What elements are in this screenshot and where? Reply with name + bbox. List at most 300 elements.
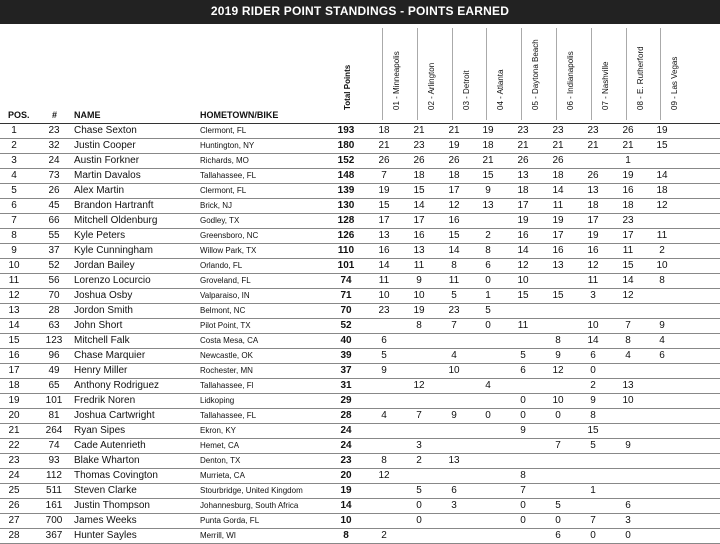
total-points-cell: 28 [340, 410, 352, 421]
round-points-cell: 5 [555, 500, 561, 511]
round-points-cell: 6 [520, 365, 526, 376]
round-points-cell: 18 [482, 140, 494, 151]
round-points-cell: 21 [622, 140, 634, 151]
round-points-cell: 0 [520, 515, 526, 526]
round-points-cell: 12 [378, 470, 390, 481]
round-points-cell: 4 [485, 380, 491, 391]
round-points-cell: 9 [590, 395, 596, 406]
number-cell: 161 [45, 500, 63, 511]
number-cell: 56 [48, 275, 60, 286]
table-row [0, 469, 720, 484]
round-points-cell: 9 [520, 425, 526, 436]
round-points-cell: 6 [555, 530, 561, 541]
rider-name-cell: Steven Clarke [74, 485, 137, 496]
total-points-cell: 193 [337, 125, 355, 136]
round-points-cell: 17 [378, 215, 390, 226]
table-row [0, 139, 720, 154]
round-points-cell: 12 [448, 200, 460, 211]
round-points-cell: 2 [659, 245, 665, 256]
round-points-cell: 13 [517, 170, 529, 181]
round-points-cell: 10 [622, 395, 634, 406]
round-points-cell: 19 [378, 185, 390, 196]
table-row [0, 289, 720, 304]
col-header-round-9: 09 - Las Vegas [670, 56, 679, 110]
header-divider-line [626, 28, 627, 120]
round-points-cell: 10 [517, 275, 529, 286]
hometown-cell: Greensboro, NC [200, 231, 259, 240]
col-header-round-7: 07 - Nashville [601, 61, 610, 110]
hometown-cell: Merrill, WI [200, 531, 236, 540]
pos-cell: 23 [8, 455, 20, 466]
round-points-cell: 14 [378, 260, 390, 271]
rider-name-cell: Joshua Osby [74, 290, 133, 301]
hometown-cell: Rochester, MN [200, 366, 253, 375]
hometown-cell: Godley, TX [200, 216, 240, 225]
pos-cell: 12 [8, 290, 20, 301]
hometown-cell: Orlando, FL [200, 261, 243, 270]
col-header-total: Total Points [343, 64, 352, 110]
round-points-cell: 19 [448, 140, 460, 151]
number-cell: 264 [45, 425, 63, 436]
round-points-cell: 13 [587, 185, 599, 196]
total-points-cell: 110 [337, 245, 355, 256]
page-title: 2019 RIDER POINT STANDINGS - POINTS EARNED [210, 4, 510, 18]
round-points-cell: 12 [413, 380, 425, 391]
hometown-cell: Tallahassee, Fl [200, 381, 254, 390]
pos-cell: 18 [8, 380, 20, 391]
rider-name-cell: Jordan Bailey [74, 260, 135, 271]
rider-name-cell: Alex Martin [74, 185, 125, 196]
round-points-cell: 1 [625, 155, 631, 166]
round-points-cell: 26 [622, 125, 634, 136]
pos-cell: 4 [11, 170, 17, 181]
pos-cell: 2 [11, 140, 17, 151]
rider-name-cell: Kyle Peters [74, 230, 126, 241]
rider-name-cell: Justin Thompson [74, 500, 150, 511]
round-points-cell: 17 [552, 230, 564, 241]
round-points-cell: 15 [448, 230, 460, 241]
hometown-cell: Richards, MO [200, 156, 249, 165]
rider-name-cell: Joshua Cartwright [74, 410, 155, 421]
number-cell: 55 [48, 230, 60, 241]
round-points-cell: 26 [448, 155, 460, 166]
hometown-cell: Brick, NJ [200, 201, 232, 210]
pos-cell: 21 [8, 425, 20, 436]
round-points-cell: 8 [520, 470, 526, 481]
hometown-cell: Willow Park, TX [200, 246, 257, 255]
round-points-cell: 10 [552, 395, 564, 406]
round-points-cell: 18 [552, 170, 564, 181]
round-points-cell: 10 [413, 290, 425, 301]
round-points-cell: 16 [622, 185, 634, 196]
round-points-cell: 0 [625, 530, 631, 541]
round-points-cell: 8 [416, 320, 422, 331]
round-points-cell: 9 [451, 410, 457, 421]
hometown-cell: Punta Gorda, FL [200, 516, 260, 525]
pos-cell: 16 [8, 350, 20, 361]
table-row [0, 274, 720, 289]
rider-name-cell: Hunter Sayles [74, 530, 137, 541]
round-points-cell: 14 [552, 185, 564, 196]
round-points-cell: 12 [656, 200, 668, 211]
total-points-cell: 19 [340, 485, 352, 496]
round-points-cell: 21 [552, 140, 564, 151]
hometown-cell: Newcastle, OK [200, 351, 253, 360]
pos-cell: 9 [11, 245, 17, 256]
round-points-cell: 3 [590, 290, 596, 301]
header-divider-line [521, 28, 522, 120]
rider-name-cell: Mitchell Falk [74, 335, 130, 346]
round-points-cell: 19 [622, 170, 634, 181]
table-row [0, 154, 720, 169]
round-points-cell: 0 [555, 515, 561, 526]
hometown-cell: Johannesburg, South Africa [200, 501, 299, 510]
table-row [0, 499, 720, 514]
col-header-round-1: 01 - Minneapolis [392, 51, 401, 110]
round-points-cell: 9 [625, 440, 631, 451]
round-points-cell: 8 [381, 455, 387, 466]
number-cell: 65 [48, 380, 60, 391]
pos-cell: 8 [11, 230, 17, 241]
hometown-cell: Pilot Point, TX [200, 321, 251, 330]
total-points-cell: 23 [340, 455, 352, 466]
number-cell: 24 [48, 155, 60, 166]
round-points-cell: 12 [517, 260, 529, 271]
round-points-cell: 0 [520, 500, 526, 511]
table-row [0, 379, 720, 394]
title-banner [0, 0, 720, 24]
rider-name-cell: Blake Wharton [74, 455, 140, 466]
hometown-cell: Belmont, NC [200, 306, 246, 315]
round-points-cell: 2 [381, 530, 387, 541]
round-points-cell: 0 [590, 365, 596, 376]
round-points-cell: 15 [656, 140, 668, 151]
round-points-cell: 17 [448, 185, 460, 196]
total-points-cell: 128 [337, 215, 355, 226]
total-points-cell: 152 [337, 155, 355, 166]
round-points-cell: 4 [625, 350, 631, 361]
pos-cell: 3 [11, 155, 17, 166]
number-cell: 112 [46, 470, 62, 481]
total-points-cell: 31 [340, 380, 352, 391]
round-points-cell: 0 [520, 410, 526, 421]
table-row [0, 484, 720, 499]
table-row [0, 199, 720, 214]
round-points-cell: 5 [590, 440, 596, 451]
round-points-cell: 2 [416, 455, 422, 466]
round-points-cell: 8 [485, 245, 491, 256]
rider-name-cell: Brandon Hartranft [74, 200, 154, 211]
total-points-cell: 70 [340, 305, 352, 316]
round-points-cell: 23 [413, 140, 425, 151]
round-points-cell: 12 [552, 365, 564, 376]
number-cell: 123 [45, 335, 63, 346]
number-cell: 367 [45, 530, 63, 541]
number-cell: 93 [48, 455, 60, 466]
total-points-cell: 24 [340, 440, 352, 451]
round-points-cell: 5 [520, 350, 526, 361]
round-points-cell: 19 [656, 125, 668, 136]
table-row [0, 319, 720, 334]
col-header-round-3: 03 - Detroit [462, 70, 471, 110]
round-points-cell: 11 [517, 320, 529, 331]
number-cell: 70 [48, 290, 60, 301]
hometown-cell: Hemet, CA [200, 441, 240, 450]
number-cell: 23 [48, 125, 60, 136]
col-header-round-2: 02 - Arlington [427, 62, 436, 110]
round-points-cell: 18 [622, 200, 634, 211]
round-points-cell: 7 [416, 410, 422, 421]
pos-cell: 27 [8, 515, 20, 526]
total-points-cell: 40 [340, 335, 352, 346]
rider-name-cell: Henry Miller [74, 365, 128, 376]
table-row [0, 394, 720, 409]
number-cell: 73 [48, 170, 60, 181]
round-points-cell: 23 [448, 305, 460, 316]
round-points-cell: 10 [448, 365, 460, 376]
table-row [0, 349, 720, 364]
rider-name-cell: Jordon Smith [74, 305, 133, 316]
standings-table [0, 124, 720, 544]
header-divider-line [382, 28, 383, 120]
number-cell: 49 [48, 365, 60, 376]
hometown-cell: Tallahassee, FL [200, 171, 257, 180]
round-points-cell: 18 [517, 185, 529, 196]
pos-cell: 5 [11, 185, 17, 196]
round-points-cell: 17 [622, 230, 634, 241]
round-points-cell: 19 [587, 230, 599, 241]
round-points-cell: 9 [416, 275, 422, 286]
pos-cell: 22 [8, 440, 20, 451]
round-points-cell: 11 [587, 275, 599, 286]
col-header-pos: POS. [8, 110, 30, 120]
pos-cell: 11 [8, 275, 20, 286]
rider-name-cell: Chase Sexton [74, 125, 137, 136]
round-points-cell: 7 [520, 485, 526, 496]
round-points-cell: 2 [485, 230, 491, 241]
col-header-num: # [52, 110, 58, 120]
round-points-cell: 26 [552, 155, 564, 166]
round-points-cell: 21 [482, 155, 494, 166]
round-points-cell: 8 [625, 335, 631, 346]
round-points-cell: 16 [587, 245, 599, 256]
total-points-cell: 74 [340, 275, 352, 286]
round-points-cell: 23 [517, 125, 529, 136]
hometown-cell: Clermont, FL [200, 186, 247, 195]
round-points-cell: 14 [517, 245, 529, 256]
header-divider-line [486, 28, 487, 120]
round-points-cell: 13 [448, 455, 460, 466]
hometown-cell: Lidkoping [200, 396, 235, 405]
round-points-cell: 11 [622, 245, 634, 256]
rider-name-cell: Anthony Rodriguez [74, 380, 160, 391]
round-points-cell: 4 [659, 335, 665, 346]
round-points-cell: 7 [555, 440, 561, 451]
round-points-cell: 13 [622, 380, 634, 391]
round-points-cell: 4 [451, 350, 457, 361]
round-points-cell: 11 [413, 260, 425, 271]
round-points-cell: 5 [381, 350, 387, 361]
round-points-cell: 19 [482, 125, 494, 136]
round-points-cell: 5 [485, 305, 491, 316]
round-points-cell: 1 [485, 290, 491, 301]
round-points-cell: 0 [555, 410, 561, 421]
rider-name-cell: Ryan Sipes [74, 425, 126, 436]
rider-name-cell: James Weeks [74, 515, 137, 526]
rider-name-cell: Austin Forkner [74, 155, 140, 166]
round-points-cell: 15 [622, 260, 634, 271]
col-header-name: NAME [74, 110, 101, 120]
header-divider-line [417, 28, 418, 120]
round-points-cell: 6 [485, 260, 491, 271]
round-points-cell: 9 [659, 320, 665, 331]
round-points-cell: 8 [451, 260, 457, 271]
number-cell: 52 [48, 260, 60, 271]
pos-cell: 17 [8, 365, 20, 376]
hometown-cell: Stourbridge, United Kingdom [200, 486, 303, 495]
table-row [0, 214, 720, 229]
col-header-round-8: 08 - E. Rutherford [636, 46, 645, 110]
table-row [0, 124, 720, 139]
round-points-cell: 0 [485, 275, 491, 286]
hometown-cell: Denton, TX [200, 456, 241, 465]
round-points-cell: 0 [485, 320, 491, 331]
round-points-cell: 10 [656, 260, 668, 271]
round-points-cell: 15 [552, 290, 564, 301]
total-points-cell: 14 [340, 500, 352, 511]
round-points-cell: 23 [378, 305, 390, 316]
round-points-cell: 9 [381, 365, 387, 376]
round-points-cell: 10 [587, 320, 599, 331]
round-points-cell: 16 [448, 215, 460, 226]
pos-cell: 26 [8, 500, 20, 511]
total-points-cell: 29 [340, 395, 352, 406]
round-points-cell: 18 [656, 185, 668, 196]
table-row [0, 529, 720, 544]
round-points-cell: 3 [625, 515, 631, 526]
table-row [0, 244, 720, 259]
round-points-cell: 16 [378, 245, 390, 256]
rider-name-cell: Martin Davalos [74, 170, 141, 181]
number-cell: 32 [48, 140, 60, 151]
number-cell: 63 [48, 320, 60, 331]
round-points-cell: 23 [587, 125, 599, 136]
total-points-cell: 180 [337, 140, 355, 151]
table-row [0, 334, 720, 349]
table-row [0, 229, 720, 244]
number-cell: 26 [48, 185, 60, 196]
round-points-cell: 13 [413, 245, 425, 256]
round-points-cell: 14 [656, 170, 668, 181]
round-points-cell: 14 [448, 245, 460, 256]
round-points-cell: 17 [587, 215, 599, 226]
table-row [0, 424, 720, 439]
table-row [0, 364, 720, 379]
table-row [0, 169, 720, 184]
round-points-cell: 6 [590, 350, 596, 361]
round-points-cell: 15 [378, 200, 390, 211]
number-cell: 45 [48, 200, 60, 211]
total-points-cell: 10 [340, 515, 352, 526]
number-cell: 66 [48, 215, 60, 226]
col-header-round-5: 05 - Daytona Beach [531, 39, 540, 110]
round-points-cell: 16 [552, 245, 564, 256]
number-cell: 81 [48, 410, 60, 421]
round-points-cell: 14 [587, 335, 599, 346]
header-divider-line [556, 28, 557, 120]
round-points-cell: 2 [590, 380, 596, 391]
round-points-cell: 8 [590, 410, 596, 421]
round-points-cell: 14 [413, 200, 425, 211]
total-points-cell: 130 [337, 200, 355, 211]
total-points-cell: 148 [337, 170, 355, 181]
round-points-cell: 4 [381, 410, 387, 421]
total-points-cell: 126 [337, 230, 355, 241]
hometown-cell: Tallahassee, FL [200, 411, 257, 420]
round-points-cell: 26 [587, 170, 599, 181]
round-points-cell: 6 [625, 500, 631, 511]
round-points-cell: 13 [378, 230, 390, 241]
round-points-cell: 19 [552, 215, 564, 226]
number-cell: 101 [45, 395, 63, 406]
rider-name-cell: Chase Marquier [74, 350, 146, 361]
round-points-cell: 13 [482, 200, 494, 211]
number-cell: 28 [48, 305, 60, 316]
round-points-cell: 0 [520, 395, 526, 406]
round-points-cell: 3 [451, 500, 457, 511]
round-points-cell: 18 [378, 125, 390, 136]
round-points-cell: 15 [517, 290, 529, 301]
round-points-cell: 8 [555, 335, 561, 346]
total-points-cell: 20 [340, 470, 352, 481]
number-cell: 511 [46, 485, 62, 496]
header-divider-line [452, 28, 453, 120]
number-cell: 96 [48, 350, 60, 361]
pos-cell: 24 [8, 470, 20, 481]
rider-name-cell: Fredrik Noren [74, 395, 136, 406]
round-points-cell: 0 [590, 530, 596, 541]
total-points-cell: 139 [337, 185, 355, 196]
rider-name-cell: Justin Cooper [74, 140, 136, 151]
round-points-cell: 18 [448, 170, 460, 181]
table-row [0, 409, 720, 424]
total-points-cell: 39 [340, 350, 352, 361]
round-points-cell: 26 [413, 155, 425, 166]
round-points-cell: 9 [485, 185, 491, 196]
round-points-cell: 7 [381, 170, 387, 181]
number-cell: 700 [45, 515, 63, 526]
round-points-cell: 19 [517, 215, 529, 226]
round-points-cell: 7 [451, 320, 457, 331]
round-points-cell: 10 [378, 290, 390, 301]
hometown-cell: Valparaiso, IN [200, 291, 250, 300]
round-points-cell: 21 [378, 140, 390, 151]
pos-cell: 14 [8, 320, 20, 331]
total-points-cell: 101 [337, 260, 355, 271]
rider-name-cell: Cade Autenrieth [74, 440, 146, 451]
pos-cell: 15 [8, 335, 20, 346]
round-points-cell: 23 [622, 215, 634, 226]
rider-name-cell: Kyle Cunningham [74, 245, 153, 256]
pos-cell: 10 [8, 260, 20, 271]
round-points-cell: 18 [587, 200, 599, 211]
hometown-cell: Costa Mesa, CA [200, 336, 259, 345]
table-row [0, 304, 720, 319]
round-points-cell: 6 [451, 485, 457, 496]
round-points-cell: 12 [622, 290, 634, 301]
round-points-cell: 16 [517, 230, 529, 241]
col-header-hometown: HOMETOWN/BIKE [200, 110, 279, 120]
